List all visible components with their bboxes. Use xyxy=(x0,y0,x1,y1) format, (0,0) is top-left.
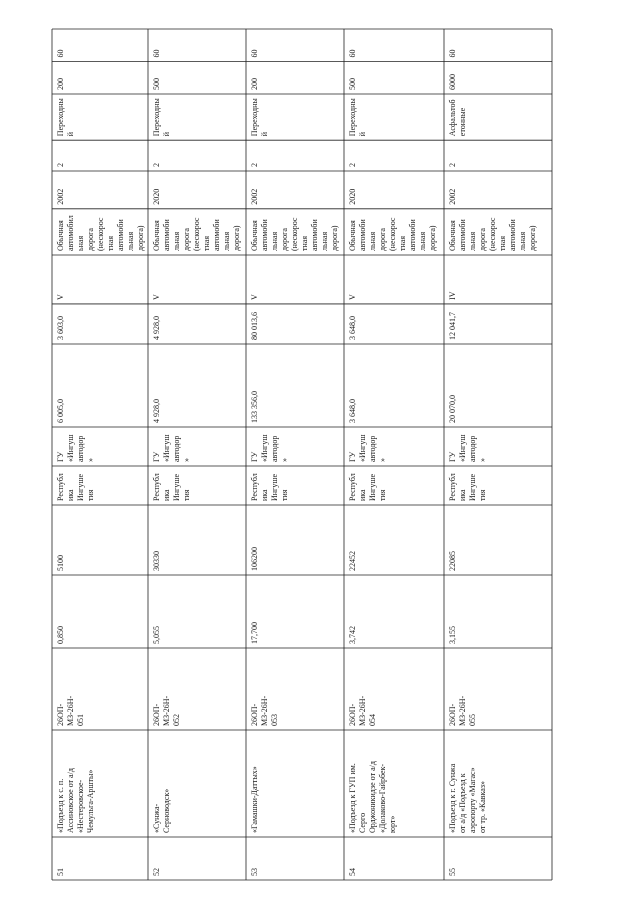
cell-road-type: (нескорос xyxy=(488,217,497,251)
cell-owner: тия xyxy=(280,489,289,501)
cell-owner: Ингуше xyxy=(368,473,377,501)
cell-holder: автодор xyxy=(468,435,477,462)
cell-speed: 60 xyxy=(448,49,457,58)
cell-holder: ГУ xyxy=(348,451,357,462)
cell-surface: й xyxy=(260,131,269,137)
cell-road-type: автомоби xyxy=(310,219,319,251)
cell-area: 106200 xyxy=(250,547,259,571)
cell-road-type: дорога) xyxy=(232,225,241,251)
cell-value-a: 6 005,0 xyxy=(56,399,65,423)
cell-length: 0,850 xyxy=(56,626,65,644)
cell-surface: й xyxy=(66,131,75,137)
cell-surface: Переходны xyxy=(56,98,65,137)
cell-road-type: льная xyxy=(222,231,231,251)
cell-code: 26ОП- xyxy=(56,703,65,726)
cell-holder: «Ингуш xyxy=(458,434,467,462)
cell-area: 22085 xyxy=(448,551,457,571)
cell-road-type: тная xyxy=(300,235,309,251)
cell-traffic: 500 xyxy=(152,78,161,90)
cell-category: V xyxy=(152,294,161,300)
cell-road-type: автомоби xyxy=(212,219,221,251)
cell-holder: ГУ xyxy=(250,451,259,462)
cell-road-type: автомобил xyxy=(66,215,75,251)
cell-holder: «Ингуш xyxy=(66,434,75,462)
cell-speed: 60 xyxy=(348,49,357,58)
cell-holder: автодор xyxy=(368,435,377,462)
cell-road-type: льная xyxy=(468,231,477,251)
cell-holder: ГУ xyxy=(448,451,457,462)
cell-num: 54 xyxy=(348,868,357,876)
cell-holder: » xyxy=(478,458,487,462)
cell-holder: ГУ xyxy=(56,451,65,462)
cell-holder: » xyxy=(86,458,95,462)
cell-category: V xyxy=(250,294,259,300)
cell-value-a: 3 648,0 xyxy=(348,399,357,423)
cell-surface: Асфальтоб xyxy=(448,99,457,137)
cell-owner: Республ xyxy=(348,473,357,501)
cell-road-type: тная xyxy=(106,235,115,251)
cell-owner: ика xyxy=(358,489,367,501)
cell-code: 052 xyxy=(172,714,181,726)
cell-lanes: 2 xyxy=(56,163,65,167)
cell-year: 2020 xyxy=(348,188,357,205)
cell-num: 51 xyxy=(56,868,65,876)
cell-name: от а/д «Подъезд к xyxy=(458,773,467,833)
cell-owner: тия xyxy=(86,489,95,501)
cell-owner: Ингуше xyxy=(270,473,279,501)
cell-length: 3,742 xyxy=(348,626,357,644)
cell-area: 22452 xyxy=(348,551,357,571)
cell-code: МЗ-26Н- xyxy=(162,695,171,726)
cell-holder: «Ингуш xyxy=(260,434,269,462)
cell-name: «Подъезд к с. п. xyxy=(56,778,65,833)
cell-holder: автодор xyxy=(172,435,181,462)
cell-owner: Республ xyxy=(56,473,65,501)
cell-lanes: 2 xyxy=(250,163,259,167)
cell-road-type: тная xyxy=(498,235,507,251)
cell-surface: й xyxy=(358,131,367,137)
cell-road-type: льная xyxy=(418,231,427,251)
cell-road-type: (нескорос xyxy=(96,217,105,251)
cell-name: Ассиновское от а/д xyxy=(66,768,75,833)
cell-owner: ика xyxy=(260,489,269,501)
cell-holder: «Ингуш xyxy=(162,434,171,462)
cell-value-b: 80 013,6 xyxy=(250,312,259,340)
cell-num: 55 xyxy=(448,868,457,876)
cell-area: 30330 xyxy=(152,551,161,571)
cell-owner: тия xyxy=(378,489,387,501)
cell-owner: Республ xyxy=(250,473,259,501)
cell-num: 53 xyxy=(250,868,259,876)
cell-surface: Переходны xyxy=(348,98,357,137)
cell-traffic: 500 xyxy=(348,78,357,90)
cell-code: МЗ-26Н- xyxy=(260,695,269,726)
cell-category: V xyxy=(56,294,65,300)
cell-speed: 60 xyxy=(152,49,161,58)
cell-holder: » xyxy=(280,458,289,462)
cell-year: 2002 xyxy=(250,188,259,205)
cell-code: МЗ-26Н- xyxy=(458,695,467,726)
cell-owner: Республ xyxy=(448,473,457,501)
cell-code: 26ОП- xyxy=(250,703,259,726)
cell-road-type: Обычная xyxy=(56,220,65,251)
cell-road-type: тная xyxy=(202,235,211,251)
cell-owner: тия xyxy=(182,489,191,501)
cell-traffic: 200 xyxy=(56,78,65,90)
cell-road-type: автомоби xyxy=(508,219,517,251)
cell-road-type: дорога xyxy=(86,228,95,251)
cell-traffic: 200 xyxy=(250,78,259,90)
cell-road-type: тная xyxy=(398,235,407,251)
cell-road-type: льная xyxy=(126,231,135,251)
cell-surface: й xyxy=(162,131,171,137)
cell-length: 17,700 xyxy=(250,622,259,644)
cell-name: Серноводск» xyxy=(162,788,171,833)
cell-road-type: автомоби xyxy=(162,219,171,251)
cell-code: МЗ-26Н- xyxy=(358,695,367,726)
cell-road-type: Обычная xyxy=(152,220,161,251)
cell-value-b: 3 648,0 xyxy=(348,316,357,340)
cell-road-type: (нескорос xyxy=(192,217,201,251)
cell-owner: ика xyxy=(162,489,171,501)
cell-road-type: автомоби xyxy=(458,219,467,251)
cell-road-type: дорога) xyxy=(330,225,339,251)
cell-surface: Переходны xyxy=(250,98,259,137)
cell-owner: Республ xyxy=(152,473,161,501)
cell-owner: ика xyxy=(66,489,75,501)
cell-value-a: 20 070,0 xyxy=(448,395,457,423)
cell-owner: Ингуше xyxy=(468,473,477,501)
cell-owner: тия xyxy=(478,489,487,501)
cell-code: МЗ-26Н- xyxy=(66,695,75,726)
cell-road-type: автомоби xyxy=(358,219,367,251)
cell-road-type: (нескорос xyxy=(290,217,299,251)
cell-owner: Ингуше xyxy=(172,473,181,501)
cell-year: 2002 xyxy=(448,188,457,205)
cell-road-type: льная xyxy=(518,231,527,251)
cell-road-type: (нескорос xyxy=(388,217,397,251)
cell-area: 5100 xyxy=(56,555,65,571)
cell-road-type: дорога) xyxy=(528,225,537,251)
cell-code: 051 xyxy=(76,714,85,726)
cell-year: 2002 xyxy=(56,188,65,205)
cell-road-type: Обычная xyxy=(250,220,259,251)
cell-code: 26ОП- xyxy=(152,703,161,726)
cell-holder: «Ингуш xyxy=(358,434,367,462)
cell-lanes: 2 xyxy=(152,163,161,167)
cell-surface: Переходны xyxy=(152,98,161,137)
cell-road-type: автомоби xyxy=(116,219,125,251)
cell-category: V xyxy=(348,294,357,300)
cell-holder: автодор xyxy=(270,435,279,462)
cell-speed: 60 xyxy=(56,49,65,58)
cell-road-type: дорога xyxy=(478,228,487,251)
cell-owner: Ингуше xyxy=(76,473,85,501)
cell-name: Орджоникидзе от а/д xyxy=(368,761,377,833)
cell-length: 5,055 xyxy=(152,626,161,644)
cell-lanes: 2 xyxy=(448,163,457,167)
cell-road-type: Обычная xyxy=(448,220,457,251)
cell-road-type: дорога) xyxy=(136,225,145,251)
cell-category: IV xyxy=(448,291,457,300)
cell-name: «Сунжа- xyxy=(152,803,161,833)
cell-name: аэропорту «Магас» xyxy=(468,767,477,833)
cell-code: 26ОП- xyxy=(448,703,457,726)
cell-road-type: Обычная xyxy=(348,220,357,251)
cell-road-type: дорога xyxy=(378,228,387,251)
cell-traffic: 6000 xyxy=(448,74,457,90)
cell-road-type: льная xyxy=(320,231,329,251)
cell-lanes: 2 xyxy=(348,163,357,167)
cell-surface: етонные xyxy=(458,107,467,137)
cell-length: 3,155 xyxy=(448,626,457,644)
cell-holder: » xyxy=(378,458,387,462)
cell-name: «Нестеровское- xyxy=(76,779,85,833)
cell-holder: ГУ xyxy=(152,451,161,462)
cell-road-type: ьная xyxy=(76,235,85,251)
cell-name: от тр. «Кавказ» xyxy=(478,780,487,833)
cell-value-b: 3 603,0 xyxy=(56,316,65,340)
cell-road-type: льная xyxy=(368,231,377,251)
cell-name: юрт» xyxy=(388,815,397,833)
cell-name: Серго xyxy=(358,812,367,833)
cell-num: 52 xyxy=(152,868,161,876)
cell-name: «Долаково-Гайрбек- xyxy=(378,763,387,833)
cell-holder: » xyxy=(182,458,191,462)
cell-road-type: льная xyxy=(270,231,279,251)
cell-road-type: автомоби xyxy=(260,219,269,251)
cell-road-type: дорога) xyxy=(428,225,437,251)
cell-name: «Гамашки-Даттых» xyxy=(250,766,259,833)
cell-name: «Подъезд к ГУП им. xyxy=(348,763,357,833)
cell-name: «Подъезд к г. Сунжа xyxy=(448,763,457,833)
cell-code: 055 xyxy=(468,714,477,726)
cell-value-b: 4 928,0 xyxy=(152,316,161,340)
cell-year: 2020 xyxy=(152,188,161,205)
cell-value-b: 12 041,7 xyxy=(448,312,457,340)
cell-code: 26ОП- xyxy=(348,703,357,726)
cell-road-type: автомоби xyxy=(408,219,417,251)
cell-road-type: льная xyxy=(172,231,181,251)
cell-speed: 60 xyxy=(250,49,259,58)
cell-value-a: 4 928,0 xyxy=(152,399,161,423)
cell-code: 053 xyxy=(270,714,279,726)
cell-road-type: дорога xyxy=(280,228,289,251)
cell-name: Чемульга-Аршты» xyxy=(86,769,95,833)
cell-value-a: 133 356,0 xyxy=(250,391,259,423)
cell-owner: ика xyxy=(458,489,467,501)
cell-holder: автодор xyxy=(76,435,85,462)
cell-code: 054 xyxy=(368,714,377,726)
cell-road-type: дорога xyxy=(182,228,191,251)
